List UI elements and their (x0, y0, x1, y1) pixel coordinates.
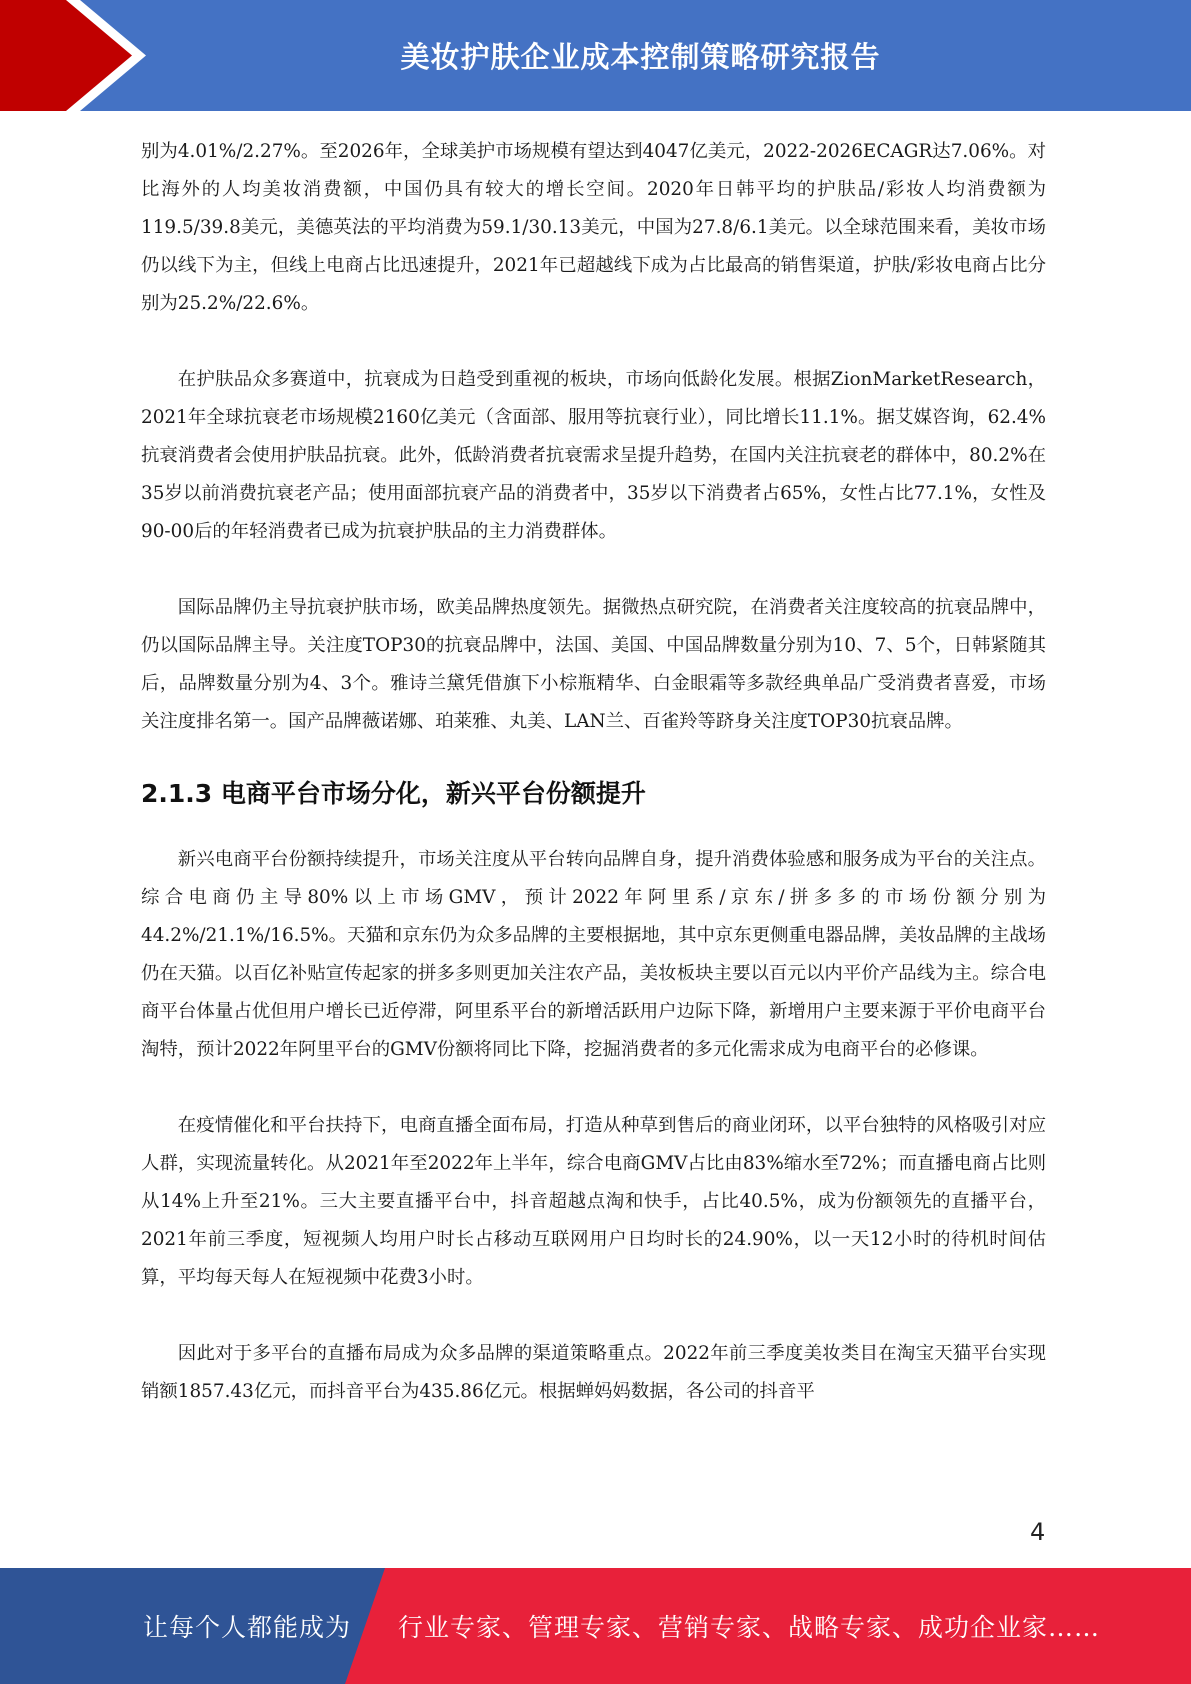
footer-slogan-right: 行业专家、管理专家、营销专家、战略专家、成功企业家…… (398, 1613, 1101, 1642)
header-chevron-decoration (0, 0, 160, 111)
page-number: 4 (1030, 1518, 1046, 1546)
paragraph-channel-strategy: 因此对于多平台的直播布局成为众多品牌的渠道策略重点。2022年前三季度美妆类目在淘宝天猫平台实现销额1857.43亿元，而抖音平台为435.86亿元。根据蝉妈妈数据，各公司的抖音平 (141, 1343, 1046, 1402)
paragraph-anti-aging: 在护肤品众多赛道中，抗衰成为日趋受到重视的板块，市场向低龄化发展。根据ZionMarketResearch，2021年全球抗衰老市场规模2160亿美元（含面部、服用等抗衰行业），同比增长11.1%。据艾媒咨询，62.4%抗衰消费者会使用护肤品抗衰。此外，低龄消费者抗衰需求呈提升趋势，在国内关注抗衰老的群体中，80.2%在35岁以前消费抗衰老产品；使用面部抗衰产品的消费者中，35岁以下消费者占65%，女性占比77.1%，女性及90-00后的年轻消费者已成为抗衰护肤品的主力消费群体。 (141, 369, 1046, 542)
paragraph-market-size: 别为4.01%/2.27%。至2026年，全球美护市场规模有望达到4047亿美元，2022-2026ECAGR达7.06%。对比海外的人均美妆消费额，中国仍具有较大的增长空间。2020年日韩平均的护肤品/彩妆人均消费额为119.5/39.8美元，美德英法的平均消费为59.1/30.13美元，中国为27.8/6.1美元。以全球范围来看，美妆市场仍以线下为主，但线上电商占比迅速提升，2021年已超越线下成为占比最高的销售渠道，护肤/彩妆电商占比分别为25.2%/22.6%。 (141, 141, 1046, 314)
paragraph-live-streaming: 在疫情催化和平台扶持下，电商直播全面布局，打造从种草到售后的商业闭环，以平台独特的风格吸引对应人群，实现流量转化。从2021年至2022年上半年，综合电商GMV占比由83%缩水至72%；而直播电商占比则从14%上升至21%。三大主要直播平台中，抖音超越点淘和快手，占比40.5%，成为份额领先的直播平台，2021年前三季度，短视频人均用户时长占移动互联网用户日均时长的24.90%，以一天12小时的待机时间估算，平均每天每人在短视频中花费3小时。 (141, 1115, 1046, 1288)
page-header (0, 0, 1191, 111)
footer-slogan-left: 让每个人都能成为 (143, 1613, 352, 1642)
section-heading: 2.1.3 电商平台市场分化，新兴平台份额提升 (141, 779, 646, 808)
page-footer (0, 1568, 1191, 1684)
report-title: 美妆护肤企业成本控制策略研究报告 (400, 40, 881, 74)
paragraph-ecommerce-platforms: 新兴电商平台份额持续提升，市场关注度从平台转向品牌自身，提升消费体验感和服务成为平台的关注点。综合电商仍主导80%以上市场GMV，预计2022年阿里系/京东/拼多多的市场份额分别为44.2%/21.1%/16.5%。天猫和京东仍为众多品牌的主要根据地，其中京东更侧重电器品牌，美妆品牌的主战场仍在天猫。以百亿补贴宣传起家的拼多多则更加关注农产品，美妆板块主要以百元以内平价产品线为主。综合电商平台体量占优但用户增长已近停滞，阿里系平台的新增活跃用户边际下降，新增用户主要来源于平价电商平台淘特，预计2022年阿里平台的GMV份额将同比下降，挖掘消费者的多元化需求成为电商平台的必修课。 (141, 849, 1046, 1060)
document-body (141, 133, 1046, 1411)
paragraph-international-brands: 国际品牌仍主导抗衰护肤市场，欧美品牌热度领先。据微热点研究院，在消费者关注度较高的抗衰品牌中，仍以国际品牌主导。关注度TOP30的抗衰品牌中，法国、美国、中国品牌数量分别为10、7、5个，日韩紧随其后，品牌数量分别为4、3个。雅诗兰黛凭借旗下小棕瓶精华、白金眼霜等多款经典单品广受消费者喜爱，市场关注度排名第一。国产品牌薇诺娜、珀莱雅、丸美、LAN兰、百雀羚等跻身关注度TOP30抗衰品牌。 (141, 597, 1046, 732)
